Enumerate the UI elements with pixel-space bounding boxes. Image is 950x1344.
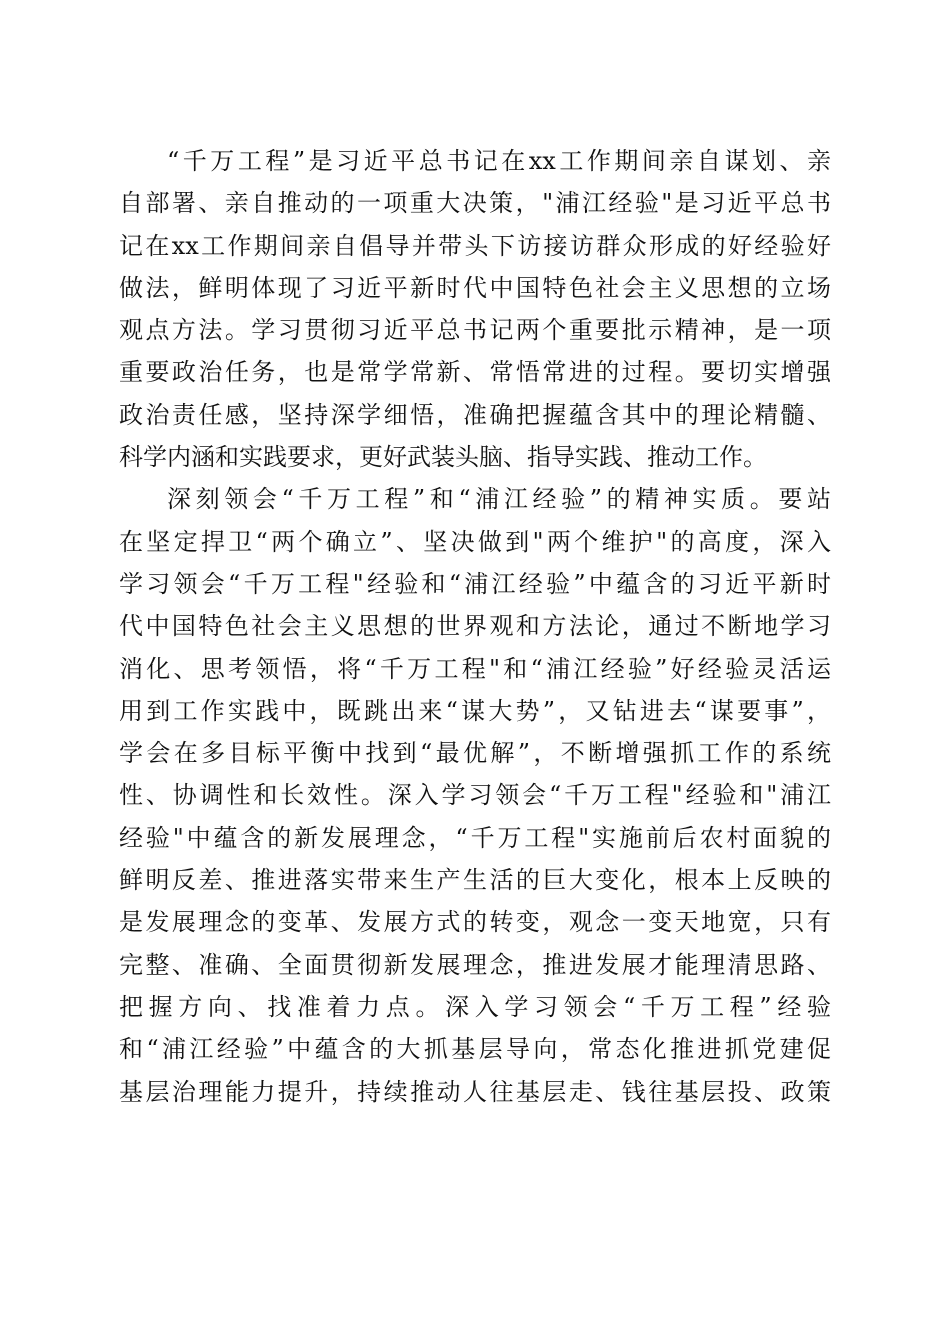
- text-line: 观点方法。学习贯彻习近平总书记两个重要批示精神，是一项: [119, 316, 831, 345]
- text-line: 鲜明反差、推进落实带来生产生活的巨大变化，根本上反映的: [119, 866, 831, 895]
- text-line: 学会在多目标平衡中找到“最优解”，不断增强抓工作的系统: [119, 739, 831, 768]
- text-line: 做法，鲜明体现了习近平新时代中国特色社会主义思想的立场: [119, 273, 831, 302]
- text-line: 政治责任感，坚持深学细悟，准确把握蕴含其中的理论精髓、: [119, 400, 831, 429]
- text-line: 和“浦江经验”中蕴含的大抓基层导向，常态化推进抓党建促: [119, 1035, 831, 1064]
- text-line: 把握方向、找准着力点。深入学习领会“千万工程”经验: [119, 992, 831, 1021]
- text-line: 学习领会“千万工程"经验和“浦江经验”中蕴含的习近平新时: [119, 569, 831, 598]
- text-line: 性、协调性和长效性。深入学习领会“千万工程"经验和"浦江: [119, 781, 831, 810]
- text-line: 消化、思考领悟，将“千万工程"和“浦江经验”好经验灵活运: [119, 654, 831, 683]
- text-line: 科学内涵和实践要求，更好武装头脑、指导实践、推动工作。: [119, 443, 767, 472]
- text-line: 用到工作实践中，既跳出来“谋大势”，又钻进去“谋要事”，: [119, 696, 831, 725]
- text-line: 经验"中蕴含的新发展理念，“千万工程"实施前后农村面貌的: [119, 823, 831, 852]
- body-text: [119, 140, 831, 1113]
- text-line: 在坚定捍卫“两个确立”、坚决做到"两个维护"的高度，深入: [119, 527, 831, 556]
- text-line: 是发展理念的变革、发展方式的转变，观念一变天地宽，只有: [119, 908, 831, 937]
- text-line: “千万工程”是习近平总书记在xx工作期间亲自谋划、亲: [167, 147, 831, 175]
- text-line: 自部署、亲自推动的一项重大决策，"浦江经验"是习近平总书: [119, 189, 831, 218]
- text-line: 代中国特色社会主义思想的世界观和方法论，通过不断地学习: [119, 612, 831, 641]
- text-line: 基层治理能力提升，持续推动人往基层走、钱往基层投、政策: [119, 1077, 831, 1106]
- text-line: 重要政治任务，也是常学常新、常悟常进的过程。要切实增强: [119, 358, 831, 387]
- paragraph-2: [119, 478, 831, 1112]
- text-line: 完整、准确、全面贯彻新发展理念，推进发展才能理清思路、: [119, 950, 831, 979]
- paragraph-1: [119, 140, 831, 478]
- text-line: 记在xx工作期间亲自倡导并带头下访接访群众形成的好经验好: [119, 231, 831, 260]
- text-line: 深刻领会“千万工程”和“浦江经验”的精神实质。要站: [167, 485, 831, 514]
